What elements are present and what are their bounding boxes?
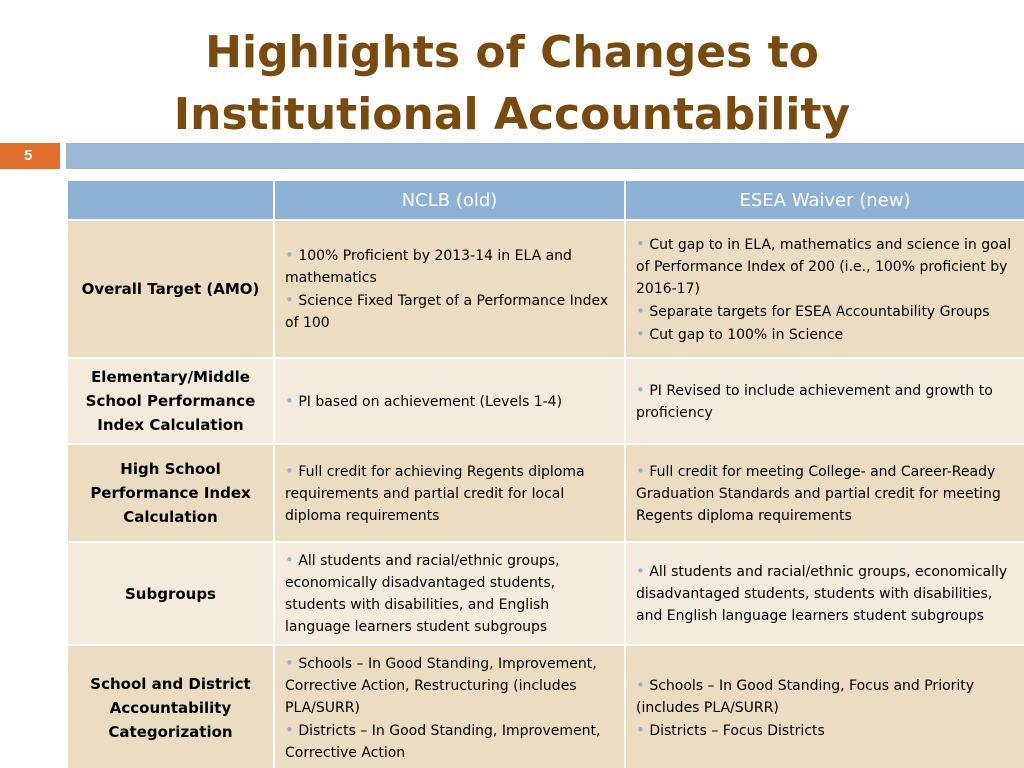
table-row [67,220,1024,358]
bullet-text: 100% Proficient by 2013-14 in ELA and mathematics [285,248,572,286]
header-cell-nclb: NCLB (old) [274,180,625,220]
header-cell-esea: ESEA Waiver (new) [625,180,1024,220]
bullet-item [285,549,616,638]
bullet-item [285,244,616,289]
bullet-icon: • [636,301,645,320]
bullet-item [636,719,1016,742]
table-row [67,444,1024,542]
bullet-item [636,674,1016,719]
bullet-item [636,560,1016,627]
bullet-text: PI based on achievement (Levels 1-4) [298,393,563,410]
bullet-item [636,460,1016,527]
bullet-text: Science Fixed Target of a Performance Index of 100 [285,293,609,331]
esea-cell [625,645,1024,768]
bullet-item [285,719,616,764]
bullet-text: Full credit for achieving Regents diploma requirements and partial credit for local diploma requirements [285,463,585,524]
bullet-item [285,390,616,413]
bullet-icon: • [636,380,645,399]
bullet-icon: • [636,721,645,739]
bullet-icon: • [636,234,645,253]
nclb-cell [274,358,625,444]
bullet-item [636,323,1016,346]
bullet-text: Districts – Focus Districts [649,723,825,739]
nclb-cell [274,645,625,768]
bullet-text: Separate targets for ESEA Accountability Groups [649,303,990,320]
bullet-icon: • [285,551,294,569]
bullet-icon: • [285,391,294,410]
bullet-icon: • [285,246,294,264]
bullet-icon: • [636,562,645,580]
bullet-text: All students and racial/ethnic groups, economically disadvantaged students, students with disabilities, and English language learners student subgroups [285,553,560,635]
table-row [67,358,1024,444]
row-label: Elementary/Middle School Performance Index Calculation [67,358,274,444]
bullet-item [636,379,1016,424]
bullet-text: All students and racial/ethnic groups, economically disadvantaged students, students with disabilities, and English language learners student subgroups [636,564,1008,624]
row-label: School and District Accountability Categorization [67,645,274,768]
esea-cell [625,542,1024,645]
table-row [67,645,1024,768]
table-header-row [67,180,1024,220]
row-label: Overall Target (AMO) [67,220,274,358]
row-label: High School Performance Index Calculation [67,444,274,542]
bullet-text: Districts – In Good Standing, Improvement, Corrective Action [285,723,601,761]
nclb-cell [274,542,625,645]
row-label: Subgroups [67,542,274,645]
bullet-icon: • [636,324,645,343]
esea-cell [625,358,1024,444]
bullet-icon: • [636,461,645,480]
slide-title-line-2: Institutional Accountability [173,89,851,140]
bullet-text: Schools – In Good Standing, Focus and Priority (includes PLA/SURR) [636,678,975,716]
bullet-item [636,300,1016,323]
bullet-item [285,460,616,527]
bullet-icon: • [285,461,294,480]
nclb-cell [274,220,625,358]
nclb-cell [274,444,625,542]
bullet-text: Full credit for meeting College- and Career-Ready Graduation Standards and partial credit for meeting Regents diploma requirements [636,463,1001,524]
header-band [66,143,1024,169]
bullet-icon: • [285,291,294,309]
bullet-text: PI Revised to include achievement and growth to proficiency [636,382,993,421]
header-cell-empty [67,180,274,220]
esea-cell [625,220,1024,358]
slide-title [0,22,1024,146]
esea-cell [625,444,1024,542]
bullet-text: Schools – In Good Standing, Improvement, Corrective Action, Restructuring (includes PLA/SURR) [285,656,597,716]
bullet-icon: • [636,676,645,694]
slide-title-line-1: Highlights of Changes to [205,27,819,78]
bullet-icon: • [285,654,294,672]
bullet-text: Cut gap to 100% in Science [649,326,844,343]
comparison-table [66,179,1024,768]
bullet-text: Cut gap to in ELA, mathematics and science in goal of Performance Index of 200 (i.e., 100% proficient by 2016-17) [636,236,1012,297]
bullet-icon: • [285,721,294,739]
bullet-item [285,652,616,719]
slide-number: 5 [0,143,60,169]
table-row [67,542,1024,645]
bullet-item [636,233,1016,300]
bullet-item [285,289,616,334]
